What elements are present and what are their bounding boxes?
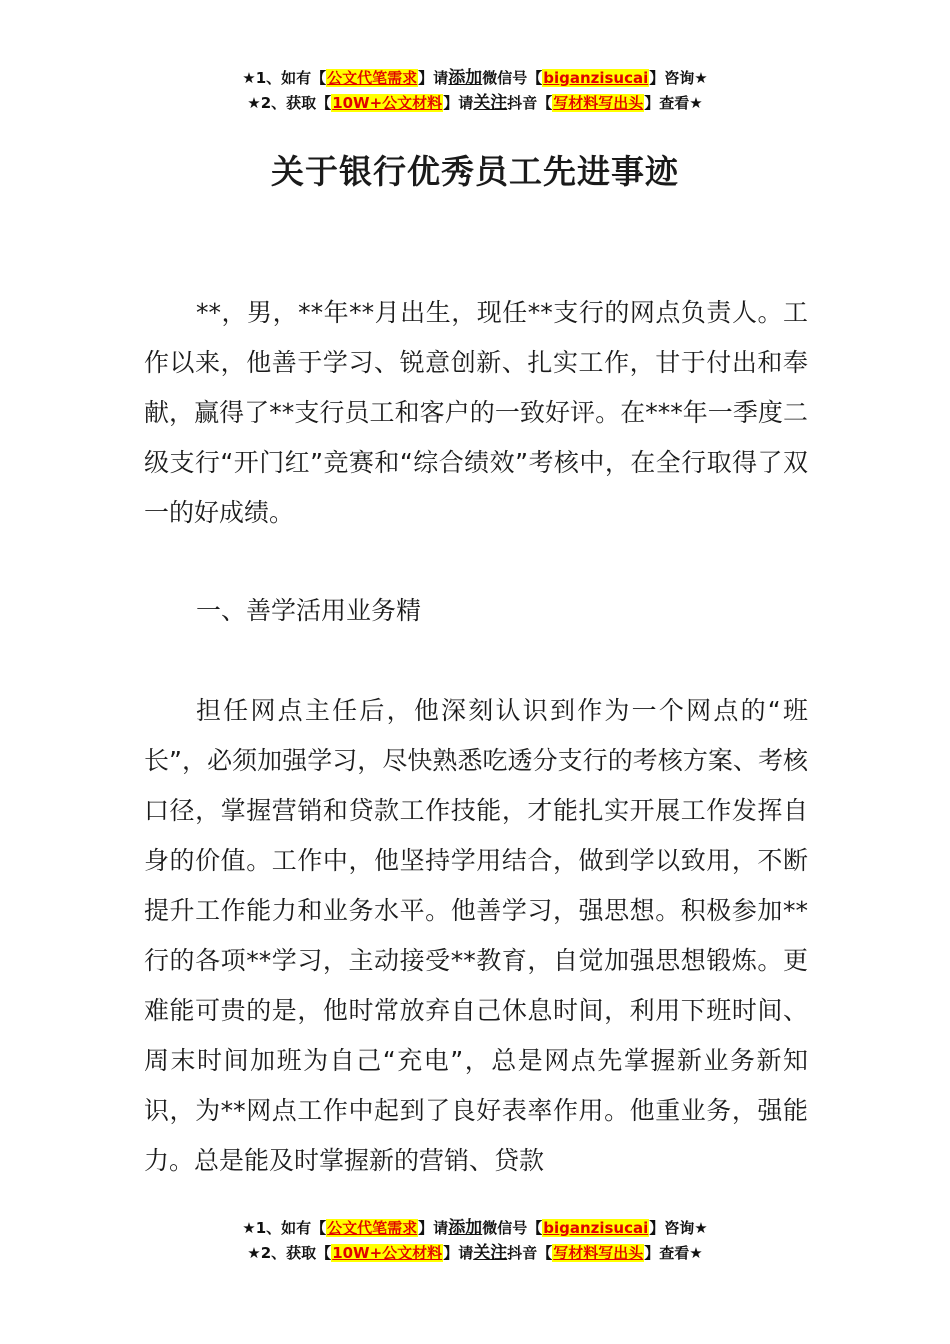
- banner-line-2: [0, 1241, 950, 1266]
- banner-text: ★2、获取【: [247, 94, 332, 112]
- banner-text: 】请: [443, 1244, 474, 1262]
- banner-highlight: 10W+公文材料: [332, 94, 443, 112]
- banner-text: 微信号【: [482, 69, 543, 87]
- banner-text: ★1、如有【: [242, 69, 327, 87]
- banner-text: 抖音【: [507, 1244, 553, 1262]
- banner-highlight: 公文代笔需求: [327, 69, 418, 87]
- banner-douyin-id: 写材料写出头: [553, 94, 644, 112]
- section-heading: 一、善学活用业务精: [196, 596, 422, 625]
- banner-emphasis: 添加: [448, 68, 483, 88]
- banner-text: 】咨询★: [649, 69, 708, 87]
- banner-line-1: [0, 66, 950, 91]
- banner-highlight: 公文代笔需求: [327, 1219, 418, 1237]
- banner-line-1: [0, 1216, 950, 1241]
- banner-text: 】查看★: [644, 1244, 703, 1262]
- banner-text: 】咨询★: [649, 1219, 708, 1237]
- banner-wechat-id: biganzisucai: [543, 1219, 649, 1237]
- banner-emphasis: 关注: [473, 1243, 508, 1263]
- banner-text: 】请: [418, 1219, 449, 1237]
- document-title: 关于银行优秀员工先进事迹: [271, 152, 679, 191]
- banner-wechat-id: biganzisucai: [543, 69, 649, 87]
- banner-text: ★2、获取【: [247, 1244, 332, 1262]
- banner-text: 微信号【: [482, 1219, 543, 1237]
- paragraph-intro: **，男，**年**月出生，现任**支行的网点负责人。工作以来，他善于学习、锐意创新、扎实工作，甘于付出和奉献，赢得了**支行员工和客户的一致好评。在***年一季度二级支行“开门红”竞赛和“综合绩效”考核中，在全行取得了双一的好成绩。: [144, 298, 808, 527]
- banner-line-2: [0, 91, 950, 116]
- banner-text: 】查看★: [644, 94, 703, 112]
- banner-text: ★1、如有【: [242, 1219, 327, 1237]
- banner-emphasis: 关注: [473, 93, 508, 113]
- banner-emphasis: 添加: [448, 1218, 483, 1238]
- banner-text: 】请: [418, 69, 449, 87]
- paragraph-section-1: 担任网点主任后，他深刻认识到作为一个网点的“班长”，必须加强学习，尽快熟悉吃透分支行的考核方案、考核口径，掌握营销和贷款工作技能，才能扎实开展工作发挥自身的价值。工作中，他坚持学用结合，做到学以致用，不断提升工作能力和业务水平。他善学习，强思想。积极参加**行的各项**学习，主动接受**教育，自觉加强思想锻炼。更难能可贵的是，他时常放弃自己休息时间，利用下班时间、周末时间加班为自己“充电”，总是网点先掌握新业务新知识，为**网点工作中起到了良好表率作用。他重业务，强能力。总是能及时掌握新的营销、贷款: [144, 696, 808, 1175]
- banner-highlight: 10W+公文材料: [332, 1244, 443, 1262]
- bottom-banner: [0, 1216, 950, 1266]
- banner-text: 抖音【: [507, 94, 553, 112]
- banner-douyin-id: 写材料写出头: [553, 1244, 644, 1262]
- top-banner: [0, 66, 950, 116]
- banner-text: 】请: [443, 94, 474, 112]
